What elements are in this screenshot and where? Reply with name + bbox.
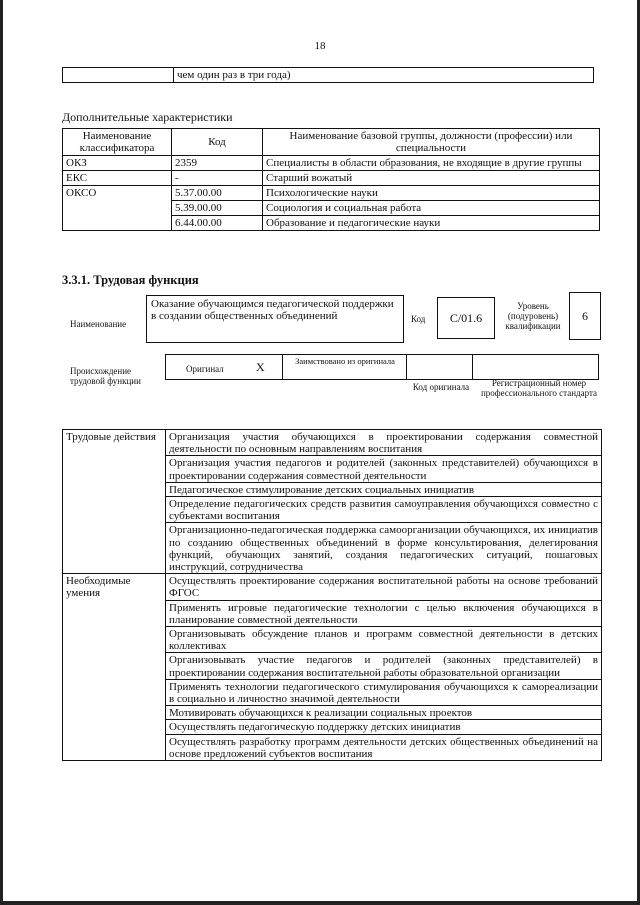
labor-actions-label: Трудовые действия: [63, 430, 166, 574]
scan-edge-bottom: [0, 901, 640, 905]
fragment-text: чем один раз в три года): [174, 68, 594, 83]
original-label: Оригинал: [186, 364, 224, 374]
code-original-label: Код оригинала: [412, 382, 470, 392]
skill-item: Применять технологии педагогического стимулирования обучающихся к самореализации в социально и личностно значимой деятельности: [166, 679, 602, 705]
cell-classifier: ЕКС: [63, 171, 172, 186]
labor-action-item: Организация участия обучающихся в проектировании содержания совместной деятельности по основным направлениям воспитания: [166, 430, 602, 456]
labor-action-item: Педагогическое стимулирование детских социальных инициатив: [166, 482, 602, 496]
origin-box: [165, 354, 599, 380]
name-label: Наименование: [70, 319, 127, 329]
function-code-box: C/01.6: [437, 297, 495, 339]
skill-item: Осуществлять педагогическую поддержку детских инициатив: [166, 720, 602, 734]
additional-characteristics-table: [62, 128, 600, 231]
header-name: Наименование базовой группы, должности (профессии) или специальности: [263, 129, 600, 156]
page-number: 18: [314, 40, 326, 52]
cell-classifier: ОКСО: [63, 186, 172, 231]
cell-code: 5.37.00.00: [172, 186, 263, 201]
cell-name: Специалисты в области образования, не входящие в другие группы: [263, 156, 600, 171]
skill-item: Применять игровые педагогические технологии с целью включения обучающихся в планирование совместной деятельности: [166, 600, 602, 626]
labor-function-title: 3.3.1. Трудовая функция: [62, 273, 199, 287]
header-code: Код: [172, 129, 263, 156]
cell-classifier: ОКЗ: [63, 156, 172, 171]
cell-name: Старший вожатый: [263, 171, 600, 186]
table-row: [63, 574, 602, 600]
skill-item: Мотивировать обучающихся к реализации социальных проектов: [166, 706, 602, 720]
origin-divider: [472, 354, 473, 380]
cell-code: 2359: [172, 156, 263, 171]
origin-divider: [406, 354, 407, 380]
cell-name: Образование и педагогические науки: [263, 216, 600, 231]
code-label: Код: [411, 314, 426, 324]
origin-label: Происхождение трудовой функции: [70, 366, 141, 386]
previous-table-fragment: [62, 67, 594, 83]
skill-item: Осуществлять разработку программ деятельности детских общественных объединений на основе предложений субъектов воспитания: [166, 734, 602, 760]
origin-divider: [282, 354, 283, 380]
labor-action-item: Определение педагогических средств развития самоуправления обучающихся совместно с субъектами воспитания: [166, 497, 602, 523]
function-name-box: Оказание обучающимся педагогической поддержки в создании общественных объединений: [146, 295, 404, 343]
cell-code: 6.44.00.00: [172, 216, 263, 231]
cell-name: Социология и социальная работа: [263, 201, 600, 216]
table-row: [63, 186, 600, 201]
scan-edge-left: [0, 0, 3, 905]
header-classifier: Наименование классификатора: [63, 129, 172, 156]
cell-name: Психологические науки: [263, 186, 600, 201]
table-header-row: [63, 129, 600, 156]
original-mark: X: [256, 360, 265, 374]
skill-item: Организовывать обсуждение планов и программ совместной деятельности в детских коллективах: [166, 627, 602, 653]
borrowed-label: Заимствовано из оригинала: [295, 356, 395, 366]
labor-function-table: [62, 429, 602, 761]
skills-label: Необходимые умения: [63, 574, 166, 761]
skill-item: Организовывать участие педагогов и родителей (законных представителей) в проектировании содержания воспитательной работы образовательной организации: [166, 653, 602, 679]
cell-code: -: [172, 171, 263, 186]
fragment-empty-cell: [63, 68, 174, 83]
cell-code: 5.39.00.00: [172, 201, 263, 216]
table-row: [63, 171, 600, 186]
skill-item: Осуществлять проектирование содержания воспитательной работы на основе требований ФГОС: [166, 574, 602, 600]
level-box: 6: [569, 292, 601, 340]
level-label: Уровень (подуровень) квалификации: [505, 301, 561, 331]
labor-action-item: Организационно-педагогическая поддержка самоорганизации обучающихся, их инициатив по созданию общественных объединений в форме консультирования, делегирования функций, обучающих занятий, создания педагогических ситуаций, пошаговых инструкций, сотрудничества: [166, 523, 602, 574]
table-row: [63, 430, 602, 456]
labor-action-item: Организация участия педагогов и родителей (законных представителей) обучающихся в проектировании содержания совместной деятельности: [166, 456, 602, 482]
reg-number-label: Регистрационный номер профессионального стандарта: [480, 378, 598, 398]
additional-characteristics-heading: Дополнительные характеристики: [62, 110, 233, 124]
table-row: [63, 156, 600, 171]
